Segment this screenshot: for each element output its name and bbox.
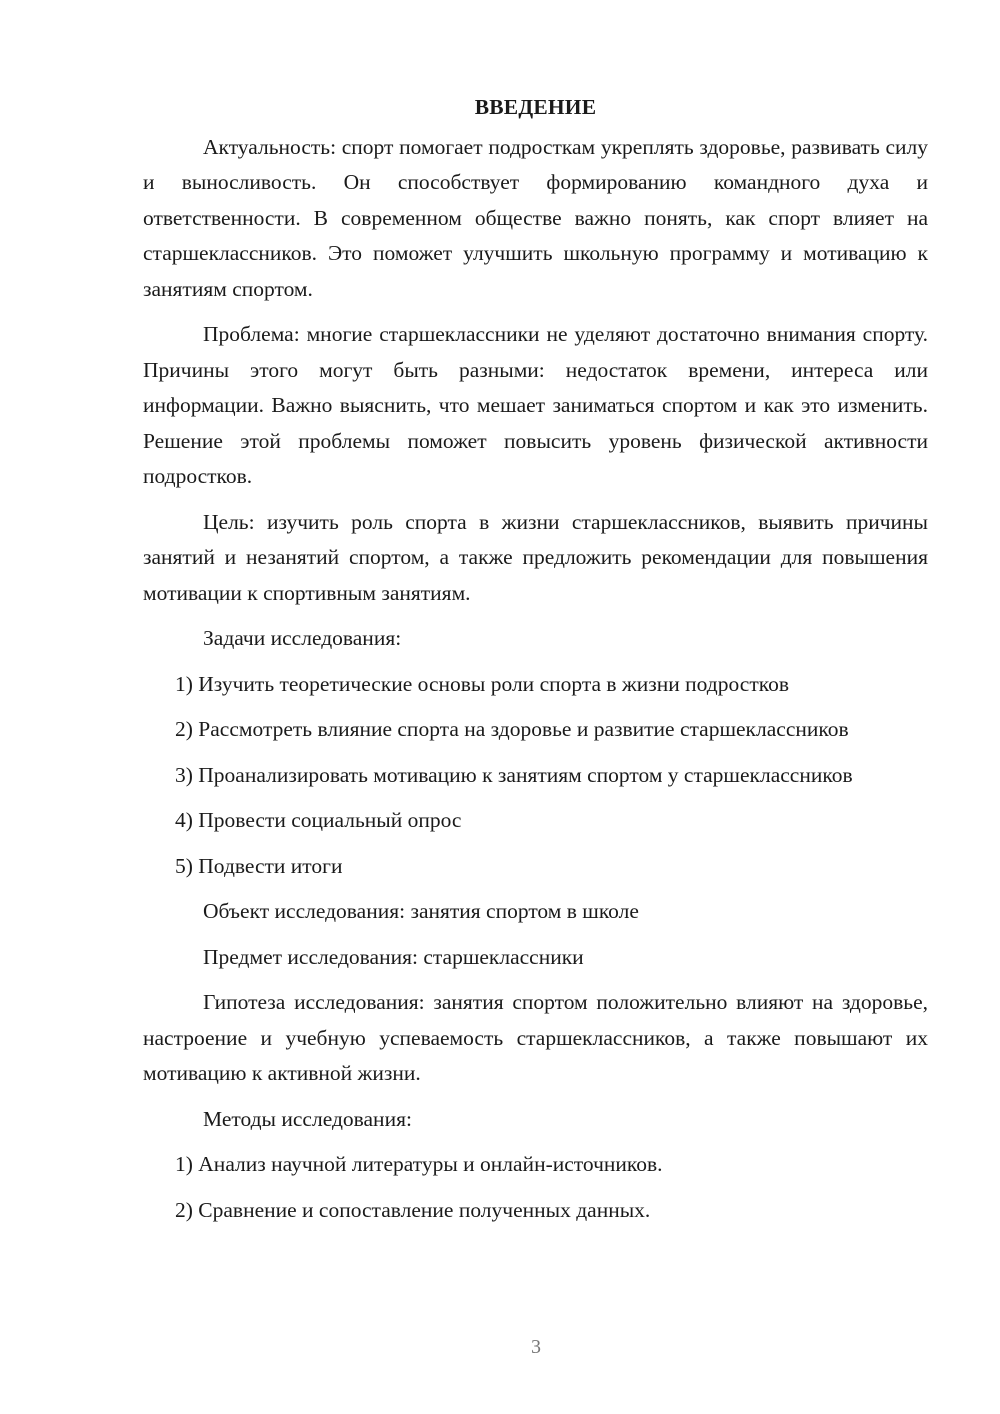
problem-paragraph: Проблема: многие старшеклассники не уделяют достаточно внимания спорту. Причины этого могут быть разными: недостаток времени, интереса или информации. Важно выяснить, что мешает заниматься спортом и как это изменить. Решение этой проблемы поможет повысить уровень физической активности подростков. [143,322,928,488]
document-page [143,90,928,1238]
task-item-3: 3) Проанализировать мотивацию к занятиям спортом у старшеклассников [175,762,853,787]
tasks-heading: Задачи исследования: [203,626,402,650]
goal-paragraph: Цель: изучить роль спорта в жизни старшеклассников, выявить причины занятий и незанятий спортом, а также предложить рекомендации для повышения мотивации к спортивным занятиям. [143,509,928,605]
task-item-5: 5) Подвести итоги [175,853,343,878]
object-paragraph: Объект исследования: занятия спортом в школе [203,899,639,923]
hypothesis-paragraph: Гипотеза исследования: занятия спортом положительно влияют на здоровье, настроение и учебную успеваемость старшеклассников, а также повышают их мотивацию к активной жизни. [143,990,928,1085]
task-item-1: 1) Изучить теоретические основы роли спорта в жизни подростков [175,671,789,696]
task-item-4: 4) Провести социальный опрос [175,808,462,832]
subject-paragraph: Предмет исследования: старшеклассники [203,944,584,969]
page-title: ВВЕДЕНИЕ [474,95,597,119]
method-item-1: 1) Анализ научной литературы и онлайн-источников. [175,1152,663,1176]
methods-heading: Методы исследования: [203,1106,412,1131]
page-number: 3 [531,1336,541,1358]
task-item-2: 2) Рассмотреть влияние спорта на здоровье и развитие старшеклассников [175,717,849,741]
relevance-paragraph: Актуальность: спорт помогает подросткам укреплять здоровье, развивать силу и выносливость. Он способствует формированию командного духа и ответственности. В современном обществе важно понять, как спорт влияет на старшеклассников. Это поможет улучшить школьную программу и мотивацию к занятиям спортом. [143,134,928,301]
method-item-2: 2) Сравнение и сопоставление полученных данных. [175,1197,651,1222]
